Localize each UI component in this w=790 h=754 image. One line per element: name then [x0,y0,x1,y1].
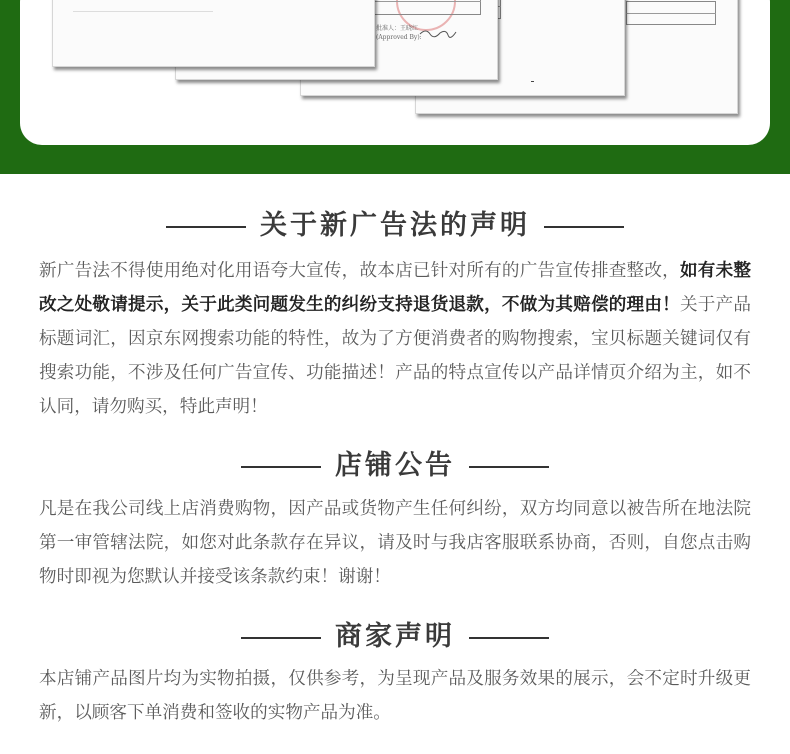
heading-rule-right [544,226,624,228]
merchant-heading [0,614,790,653]
approver-label-en: (Approved By): [376,34,422,41]
ad-law-heading [0,203,790,242]
heading-rule-right [469,466,549,468]
merchant-text: 本店铺产品图片均为实物拍摄，仅供参考，为呈现产品及服务效果的展示，会不定时升级更新，以顾客下单消费和签收的实物产品为准。 [39,669,751,723]
approver-label: 批准人：王晓红 [376,25,419,32]
ad-law-title: 关于新广告法的声明 [260,210,530,241]
ad-law-intro: 新广告法不得使用绝对化用语夸大宣传，故本店已针对所有的广告宣传排查整改， [39,261,680,281]
store-notice-heading [0,443,790,482]
heading-rule-left [241,637,321,639]
ad-law-statement [39,254,751,424]
heading-rule-right [469,637,549,639]
ad-law-rest: 关于产品标题词汇，因京东网搜索功能的特性，故为了方便消费者的购物搜索，宝贝标题关键词仅有搜索功能，不涉及任何广告宣传、功能描述！产品的特点宣传以产品详情页介绍为主，如不认同，请勿购买，特此声明！ [39,295,751,417]
ad-law-emphasis: 如有未整改之处敬请提示，关于此类问题发生的纠纷支持退货退款，不做为其赔偿的理由！ [39,261,751,315]
certificate-card [20,0,770,145]
certificate-document-2 [52,0,375,67]
heading-rule-left [241,466,321,468]
store-notice-text: 凡是在我公司线上店消费购物，因产品或货物产生任何纠纷，双方均同意以被告所在地法院第一审管辖法院，如您对此条款存在异议，请及时与我店客服联系协商，否则，自您点击购物时即视为您默认并接受该条款约束！谢谢！ [39,499,751,587]
merchant-title: 商家声明 [335,621,455,652]
certificate-banner [0,0,790,174]
heading-rule-left [166,226,246,228]
store-notice-title: 店铺公告 [335,450,455,481]
signature-mark [418,26,458,40]
